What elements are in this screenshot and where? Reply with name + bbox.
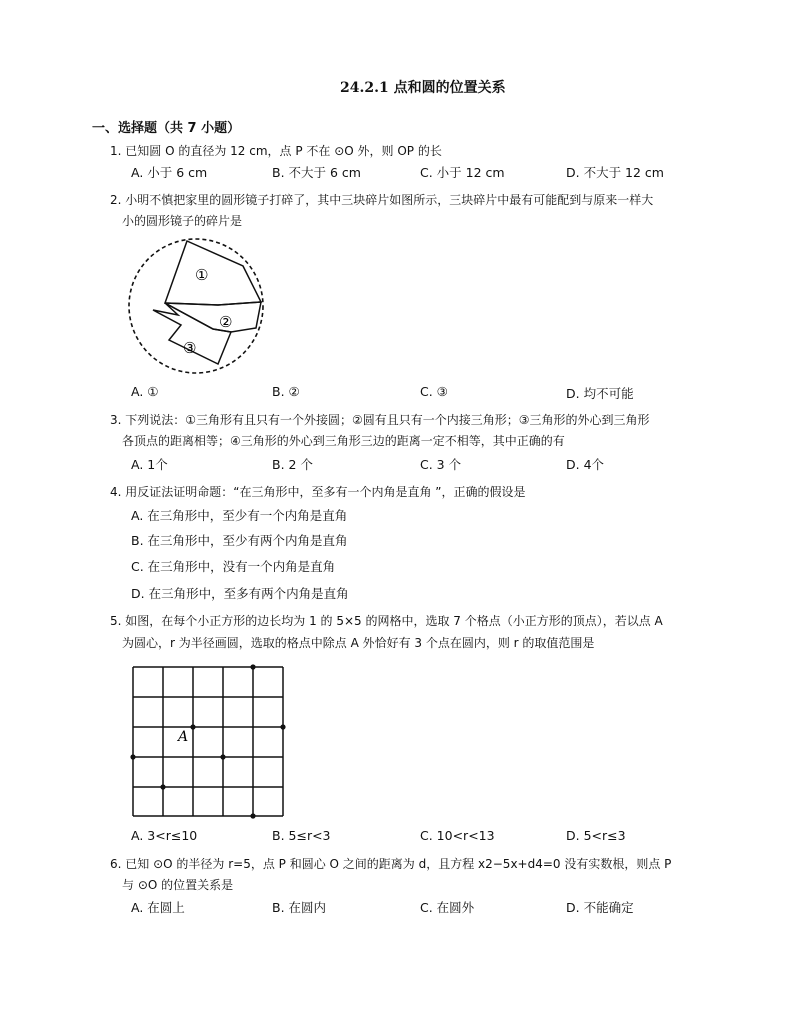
grid-point <box>250 664 255 669</box>
grid-figure <box>130 663 295 818</box>
q4-option-c[interactable]: C. 在三角形中，没有一个内角是直角 <box>131 559 336 574</box>
q2-option-b[interactable]: B. ② <box>272 384 300 399</box>
q5-option-a[interactable]: A. 3<r≤10 <box>131 828 198 843</box>
q6-option-d[interactable]: D. 不能确定 <box>566 900 634 915</box>
q4-option-d[interactable]: D. 在三角形中，至多有两个内角是直角 <box>131 586 349 601</box>
grid-point-a <box>190 724 195 729</box>
grid-point <box>220 754 225 759</box>
grid-point <box>130 754 135 759</box>
question-1-stem: 1. 已知圆 O 的直径为 12 cm，点 P 不在 ⊙O 外，则 OP 的长 <box>110 144 442 158</box>
q1-option-a[interactable]: A. 小于 6 cm <box>131 165 208 180</box>
question-2-stem-line1: 2. 小明不慎把家里的圆形镜子打碎了，其中三块碎片如图所示，三块碎片中最有可能配到与原来一样大 <box>110 193 654 207</box>
fragment-1-label: ① <box>195 266 209 284</box>
grid-point <box>280 724 285 729</box>
q6-option-a[interactable]: A. 在圆上 <box>131 900 185 915</box>
question-5-stem-line2: 为圆心，r 为半径画圆，选取的格点中除点 A 外恰好有 3 个点在圆内，则 r 的取值范围是 <box>122 636 595 650</box>
page-title: 24.2.1 点和圆的位置关系 <box>340 80 506 96</box>
q3-option-c[interactable]: C. 3 个 <box>420 457 462 472</box>
question-4-stem: 4. 用反证法证明命题：“在三角形中，至多有一个内角是直角 ”，正确的假设是 <box>110 485 526 499</box>
q1-option-b[interactable]: B. 不大于 6 cm <box>272 165 361 180</box>
question-3-stem-line2: 各顶点的距离相等；④三角形的外心到三角形三边的距离一定不相等，其中正确的有 <box>122 434 565 448</box>
grid-point <box>250 813 255 818</box>
q4-option-b[interactable]: B. 在三角形中，至少有两个内角是直角 <box>131 533 348 548</box>
q3-option-a[interactable]: A. 1个 <box>131 457 168 472</box>
q2-option-c[interactable]: C. ③ <box>420 384 448 399</box>
q6-option-b[interactable]: B. 在圆内 <box>272 900 327 915</box>
q1-option-c[interactable]: C. 小于 12 cm <box>420 165 505 180</box>
q6-option-c[interactable]: C. 在圆外 <box>420 900 475 915</box>
mirror-fragments-figure <box>120 236 280 386</box>
q4-option-a[interactable]: A. 在三角形中，至少有一个内角是直角 <box>131 508 348 523</box>
section-heading: 一、选择题（共 7 小题） <box>92 121 241 136</box>
question-5-stem-line1: 5. 如图，在每个小正方形的边长均为 1 的 5×5 的网格中，选取 7 个格点（小正方形的顶点），若以点 A <box>110 614 663 628</box>
question-3-stem-line1: 3. 下列说法：①三角形有且只有一个外接圆；②圆有且只有一个内接三角形；③三角形的外心到三角形 <box>110 413 650 427</box>
question-6-stem-line1: 6. 已知 ⊙O 的半径为 r=5，点 P 和圆心 O 之间的距离为 d，且方程 x2−5x+d4=0 没有实数根，则点 P <box>110 857 672 871</box>
q2-option-a[interactable]: A. ① <box>131 384 159 399</box>
fragment-2-label: ② <box>219 313 233 331</box>
q3-option-d[interactable]: D. 4个 <box>566 457 605 472</box>
question-6-stem-line2: 与 ⊙O 的位置关系是 <box>122 878 234 892</box>
q1-option-d[interactable]: D. 不大于 12 cm <box>566 165 664 180</box>
question-2-stem-line2: 小的圆形镜子的碎片是 <box>122 214 243 228</box>
fragment-1 <box>165 241 261 305</box>
fragment-3-label: ③ <box>183 339 197 357</box>
q5-option-d[interactable]: D. 5<r≤3 <box>566 828 626 843</box>
grid-point <box>160 784 165 789</box>
q3-option-b[interactable]: B. 2 个 <box>272 457 313 472</box>
q2-option-d[interactable]: D. 均不可能 <box>566 386 634 401</box>
q5-option-b[interactable]: B. 5≤r<3 <box>272 828 331 843</box>
point-a-label: A <box>178 729 189 745</box>
q5-option-c[interactable]: C. 10<r<13 <box>420 828 495 843</box>
